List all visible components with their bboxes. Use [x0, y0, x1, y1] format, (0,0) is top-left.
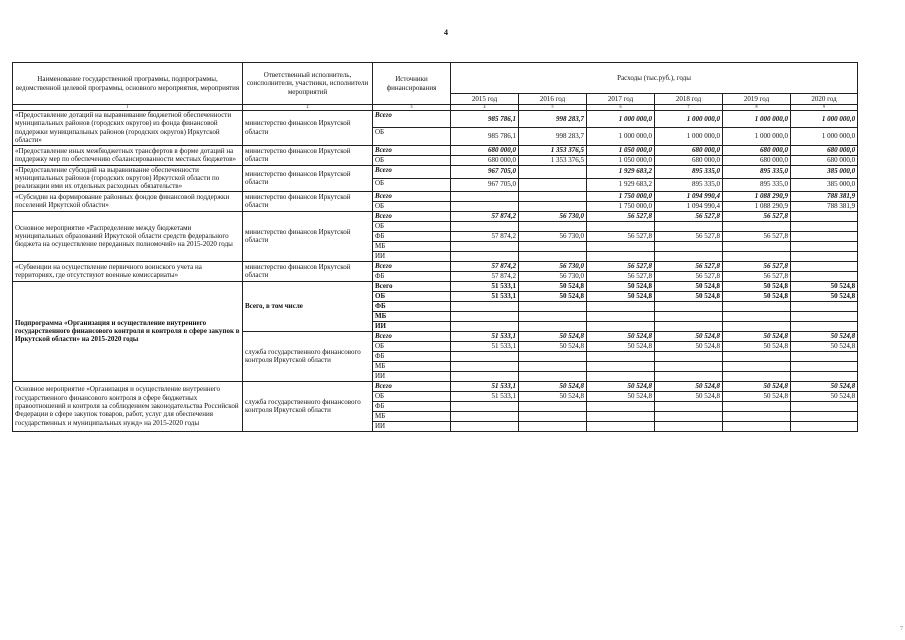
funding-source: ОБ	[373, 178, 451, 191]
funding-source: Всего	[373, 145, 451, 155]
expense-value: 57 874,2	[451, 261, 519, 271]
expense-value: 50 524,8	[519, 281, 587, 291]
table-row	[13, 281, 858, 291]
expense-value: 50 524,8	[519, 331, 587, 341]
expense-value: 1 000 000,0	[723, 128, 791, 145]
expense-value: 56 730,0	[519, 271, 587, 281]
executor: министерство финансов Иркутской области	[243, 165, 373, 191]
expense-value	[451, 191, 519, 201]
expense-value: 1 088 290,9	[723, 191, 791, 201]
expense-value	[519, 371, 587, 381]
header-year: 2016 год	[519, 94, 587, 105]
funding-source: ОБ	[373, 201, 451, 211]
expense-value: 50 524,8	[655, 341, 723, 351]
expense-value	[451, 201, 519, 211]
expense-value: 1 000 000,0	[587, 128, 655, 145]
expense-value: 57 874,2	[451, 231, 519, 241]
expense-value: 788 381,9	[791, 191, 858, 201]
expense-value	[519, 321, 587, 331]
header-col-number: 4	[451, 105, 519, 111]
header-funding-source: Источники финансирования	[373, 63, 451, 105]
expense-value: 385 000,0	[791, 178, 858, 191]
expense-value: 57 874,2	[451, 271, 519, 281]
expense-value	[655, 411, 723, 421]
expense-value: 895 335,0	[655, 165, 723, 178]
total-label: Всего, в том числе	[243, 281, 373, 331]
funding-source: МБ	[373, 411, 451, 421]
header-col-number: 7	[655, 105, 723, 111]
header-year: 2020 год	[791, 94, 858, 105]
funding-source: ИИ	[373, 251, 451, 261]
expense-value: 1 750 000,0	[587, 191, 655, 201]
expense-value	[451, 311, 519, 321]
expense-value: 56 527,8	[587, 271, 655, 281]
expense-value	[519, 178, 587, 191]
expense-value: 51 533,1	[451, 391, 519, 401]
header-expenses: Расходы (тыс.руб.), годы	[451, 63, 858, 94]
table-row	[13, 381, 858, 391]
executor: министерство финансов Иркутской области	[243, 211, 373, 261]
table-row	[13, 191, 858, 201]
expense-value: 50 524,8	[723, 281, 791, 291]
funding-source: ОБ	[373, 128, 451, 145]
expense-value	[587, 401, 655, 411]
expense-value	[451, 351, 519, 361]
expense-value: 895 335,0	[723, 178, 791, 191]
expense-value: 50 524,8	[655, 331, 723, 341]
header-col-number: 8	[723, 105, 791, 111]
expense-value	[451, 321, 519, 331]
funding-source: ОБ	[373, 291, 451, 301]
funding-source: ИИ	[373, 321, 451, 331]
expense-value	[791, 271, 858, 281]
executor: служба государственного финансового контроля Иркутской области	[243, 331, 373, 381]
expense-value: 51 533,1	[451, 341, 519, 351]
expense-value	[791, 241, 858, 251]
expense-value	[519, 311, 587, 321]
header-col-number: 1	[13, 105, 243, 111]
expense-value	[451, 421, 519, 431]
program-name: «Предоставление иных межбюджетных трансфертов в форме дотаций на поддержку мер по обеспечению сбалансированности местных бюджетов»	[13, 145, 243, 165]
expense-value	[519, 251, 587, 261]
expense-value: 1 094 990,4	[655, 201, 723, 211]
funding-source: ОБ	[373, 221, 451, 231]
expense-value	[451, 371, 519, 381]
expense-value	[451, 411, 519, 421]
expense-value: 1 050 000,0	[587, 155, 655, 165]
executor: служба государственного финансового контроля Иркутской области	[243, 381, 373, 431]
header-year: 2018 год	[655, 94, 723, 105]
expense-value: 51 533,1	[451, 331, 519, 341]
expense-value: 50 524,8	[655, 381, 723, 391]
expense-value	[655, 421, 723, 431]
expense-value	[451, 301, 519, 311]
expense-value	[655, 241, 723, 251]
expense-value: 50 524,8	[519, 341, 587, 351]
expense-value	[587, 301, 655, 311]
expense-value	[791, 211, 858, 221]
expense-value	[655, 251, 723, 261]
expense-value	[519, 301, 587, 311]
expense-value: 56 730,0	[519, 261, 587, 271]
expense-value	[655, 311, 723, 321]
expense-value	[791, 251, 858, 261]
program-name: «Предоставление дотаций на выравнивание бюджетной обеспеченности муниципальных районов (городских округов) из фонда финансовой поддержки муниципальных районов (городских округов) Иркутской области»	[13, 111, 243, 146]
executor: министерство финансов Иркутской области	[243, 261, 373, 281]
expense-value	[587, 351, 655, 361]
expense-value	[519, 241, 587, 251]
funding-source: ОБ	[373, 341, 451, 351]
expense-value: 50 524,8	[791, 341, 858, 351]
expense-value: 56 527,8	[655, 271, 723, 281]
expense-value	[723, 311, 791, 321]
expense-value: 56 527,8	[723, 211, 791, 221]
expense-value	[655, 221, 723, 231]
expense-value: 1 000 000,0	[587, 111, 655, 128]
expense-value	[587, 241, 655, 251]
expense-value	[519, 411, 587, 421]
budget-table	[12, 62, 858, 432]
program-name: Основное мероприятие «Организация и осуществление внутреннего государственного финансового контроля в сфере бюджетных правоотношений и контроля за соблюдением законодательства Российской Федерации в сфере закупок товаров, работ, услуг для обеспечения государственных и муниципальных нужд» на 2015-2020 годы	[13, 381, 243, 431]
expense-value	[519, 201, 587, 211]
header-program-name: Наименование государственной программы, подпрограммы, ведомственной целевой программы, основного мероприятия, мероприятия	[13, 63, 243, 105]
expense-value	[451, 361, 519, 371]
funding-source: Всего	[373, 111, 451, 128]
expense-value: 680 000,0	[451, 145, 519, 155]
expense-value: 1 094 990,4	[655, 191, 723, 201]
expense-value: 1 353 376,5	[519, 145, 587, 155]
expense-value: 51 533,1	[451, 291, 519, 301]
table-row	[13, 211, 858, 221]
expense-value: 967 705,0	[451, 165, 519, 178]
expense-value: 56 527,8	[655, 231, 723, 241]
expense-value	[451, 401, 519, 411]
expense-value: 50 524,8	[791, 381, 858, 391]
expense-value: 50 524,8	[655, 291, 723, 301]
expense-value: 50 524,8	[519, 381, 587, 391]
expense-value	[791, 261, 858, 271]
expense-value	[723, 251, 791, 261]
header-executor: Ответственный исполнитель, соисполнители, участники, исполнители мероприятий	[243, 63, 373, 105]
expense-value	[587, 361, 655, 371]
funding-source: МБ	[373, 311, 451, 321]
expense-value: 50 524,8	[587, 381, 655, 391]
funding-source: ФБ	[373, 231, 451, 241]
expense-value	[723, 411, 791, 421]
table-row	[13, 111, 858, 128]
expense-value: 985 786,1	[451, 111, 519, 128]
program-name: Основное мероприятие «Распределение между бюджетами муниципальных образований Иркутской области средств федерального бюджета на осуществление переданных полномочий» на 2015-2020 годы	[13, 211, 243, 261]
header-col-number: 3	[373, 105, 451, 111]
expense-value	[655, 301, 723, 311]
expense-value: 51 533,1	[451, 381, 519, 391]
expense-value: 50 524,8	[587, 341, 655, 351]
program-name: «Предоставление субсидий на выравнивание обеспеченности муниципальных районов (городских округов) Иркутской области по реализации ими их отдельных расходных обязательств»	[13, 165, 243, 191]
expense-value: 680 000,0	[791, 155, 858, 165]
header-col-number: 2	[243, 105, 373, 111]
table-row	[13, 145, 858, 155]
page-number: 4	[444, 28, 448, 37]
expense-value: 50 524,8	[519, 391, 587, 401]
funding-source: ОБ	[373, 155, 451, 165]
expense-value	[791, 401, 858, 411]
expense-value	[791, 321, 858, 331]
expense-value	[791, 351, 858, 361]
expense-value	[723, 351, 791, 361]
expense-value: 50 524,8	[723, 381, 791, 391]
expense-value	[655, 361, 723, 371]
header-year: 2015 год	[451, 94, 519, 105]
expense-value	[587, 221, 655, 231]
expense-value: 50 524,8	[723, 291, 791, 301]
funding-source: Всего	[373, 281, 451, 291]
margin-mark: 7	[900, 626, 903, 632]
funding-source: Всего	[373, 165, 451, 178]
expense-value	[451, 241, 519, 251]
expense-value	[519, 361, 587, 371]
program-name: «Субсидии на формирование районных фондов финансовой поддержки поселений Иркутской области»	[13, 191, 243, 211]
expense-value	[519, 351, 587, 361]
funding-source: ФБ	[373, 401, 451, 411]
expense-value	[723, 321, 791, 331]
expense-value: 1 000 000,0	[723, 111, 791, 128]
expense-value	[723, 241, 791, 251]
expense-value: 680 000,0	[791, 145, 858, 155]
expense-value: 50 524,8	[723, 391, 791, 401]
expense-value: 50 524,8	[587, 331, 655, 341]
expense-value: 1 088 290,9	[723, 201, 791, 211]
expense-value: 56 730,0	[519, 231, 587, 241]
expense-value: 56 527,8	[723, 231, 791, 241]
expense-value: 50 524,8	[587, 281, 655, 291]
funding-source: Всего	[373, 331, 451, 341]
expense-value: 1 750 000,0	[587, 201, 655, 211]
funding-source: Всего	[373, 261, 451, 271]
funding-source: Всего	[373, 211, 451, 221]
expense-value	[587, 321, 655, 331]
expense-value	[791, 311, 858, 321]
expense-value: 788 381,9	[791, 201, 858, 211]
expense-value	[451, 221, 519, 231]
subprogram-name: Подпрограмма «Организация и осуществление внутреннего государственного финансового контроля и контроля в сфере закупок в Иркутской области» на 2015-2020 годы	[13, 281, 243, 381]
funding-source: Всего	[373, 381, 451, 391]
expense-value: 56 527,8	[723, 261, 791, 271]
funding-source: Всего	[373, 191, 451, 201]
expense-value: 57 874,2	[451, 211, 519, 221]
funding-source: ИИ	[373, 421, 451, 431]
expense-value: 680 000,0	[655, 155, 723, 165]
expense-value: 50 524,8	[519, 291, 587, 301]
expense-value	[791, 361, 858, 371]
expense-value: 385 000,0	[791, 165, 858, 178]
header-col-number: 9	[791, 105, 858, 111]
expense-value: 56 527,8	[587, 211, 655, 221]
expense-value: 895 335,0	[723, 165, 791, 178]
expense-value: 1 050 000,0	[587, 145, 655, 155]
expense-value: 680 000,0	[723, 145, 791, 155]
expense-value	[587, 311, 655, 321]
expense-value: 56 527,8	[587, 261, 655, 271]
expense-value: 680 000,0	[655, 145, 723, 155]
expense-value: 56 527,8	[723, 271, 791, 281]
header-year: 2017 год	[587, 94, 655, 105]
funding-source: ИИ	[373, 371, 451, 381]
table-row	[13, 165, 858, 178]
expense-value: 1 929 683,2	[587, 165, 655, 178]
expense-value: 1 929 683,2	[587, 178, 655, 191]
expense-value	[519, 165, 587, 178]
expense-value: 680 000,0	[723, 155, 791, 165]
expense-value	[587, 371, 655, 381]
expense-value: 51 533,1	[451, 281, 519, 291]
header-col-number: 6	[587, 105, 655, 111]
funding-source: МБ	[373, 241, 451, 251]
executor: министерство финансов Иркутской области	[243, 145, 373, 165]
expense-value: 680 000,0	[451, 155, 519, 165]
expense-value: 50 524,8	[587, 391, 655, 401]
table-row	[13, 261, 858, 271]
executor: министерство финансов Иркутской области	[243, 191, 373, 211]
program-name: «Субвенции на осуществление первичного воинского учета на территориях, где отсутствуют военные комиссариаты»	[13, 261, 243, 281]
expense-value	[791, 421, 858, 431]
expense-value: 1 000 000,0	[655, 111, 723, 128]
header-year: 2019 год	[723, 94, 791, 105]
expense-value: 1 000 000,0	[791, 111, 858, 128]
funding-source: ОБ	[373, 391, 451, 401]
expense-value: 56 527,8	[655, 211, 723, 221]
header-col-number: 5	[519, 105, 587, 111]
funding-source: МБ	[373, 361, 451, 371]
expense-value: 1 353 376,5	[519, 155, 587, 165]
expense-value: 895 335,0	[655, 178, 723, 191]
funding-source: ФБ	[373, 271, 451, 281]
expense-value	[791, 371, 858, 381]
expense-value	[655, 371, 723, 381]
expense-value: 50 524,8	[587, 291, 655, 301]
expense-value	[451, 251, 519, 261]
expense-value: 50 524,8	[791, 291, 858, 301]
expense-value	[791, 221, 858, 231]
expense-value	[723, 421, 791, 431]
expense-value: 967 705,0	[451, 178, 519, 191]
expense-value	[655, 321, 723, 331]
expense-value: 50 524,8	[791, 391, 858, 401]
expense-value	[519, 421, 587, 431]
executor: министерство финансов Иркутской области	[243, 111, 373, 146]
expense-value: 50 524,8	[655, 391, 723, 401]
expense-value: 985 786,1	[451, 128, 519, 145]
expense-value	[723, 401, 791, 411]
expense-value: 56 527,8	[655, 261, 723, 271]
expense-value: 998 283,7	[519, 111, 587, 128]
expense-value	[723, 371, 791, 381]
expense-value	[723, 301, 791, 311]
expense-value	[791, 301, 858, 311]
expense-value	[519, 401, 587, 411]
expense-value	[519, 191, 587, 201]
expense-value: 1 000 000,0	[791, 128, 858, 145]
expense-value	[587, 251, 655, 261]
expense-value: 56 527,8	[587, 231, 655, 241]
expense-value: 50 524,8	[791, 331, 858, 341]
expense-value	[791, 411, 858, 421]
expense-value	[791, 231, 858, 241]
expense-value	[655, 351, 723, 361]
expense-value	[723, 221, 791, 231]
expense-value	[723, 361, 791, 371]
expense-value: 50 524,8	[791, 281, 858, 291]
expense-value: 1 000 000,0	[655, 128, 723, 145]
expense-value: 50 524,8	[723, 331, 791, 341]
expense-value	[587, 421, 655, 431]
funding-source: ФБ	[373, 351, 451, 361]
expense-value	[655, 401, 723, 411]
expense-value: 998 283,7	[519, 128, 587, 145]
expense-value: 56 730,0	[519, 211, 587, 221]
funding-source: ФБ	[373, 301, 451, 311]
expense-value	[519, 221, 587, 231]
expense-value: 50 524,8	[655, 281, 723, 291]
expense-value: 50 524,8	[723, 341, 791, 351]
expense-value	[587, 411, 655, 421]
